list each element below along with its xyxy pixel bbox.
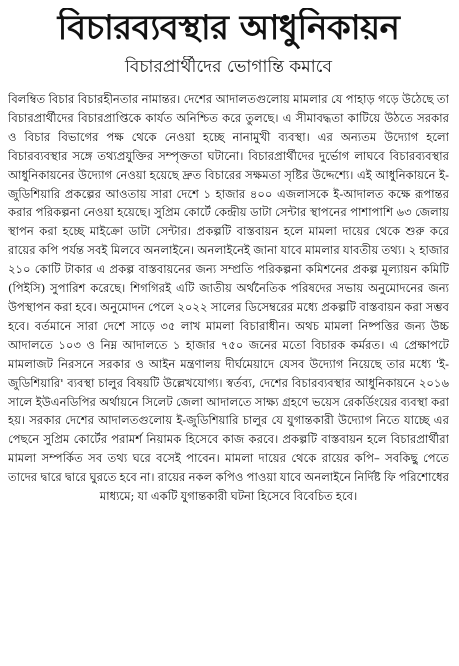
article-body: বিলম্বিত বিচার বিচারহীনতার নামান্তর। দেশের আদালতগুলোয় মামলার যে পাহাড় গড়ে উঠেছে তা বিচারপ্রার্থীদের বিচারপ্রাপ্তিকে কার্যত অনিশ্চিত করে তুলছে। এ সীমাবদ্ধতা কাটিয়ে উঠতে সরকার ও বিচার বিভাগের পক্ষ থেকে নেওয়া হচ্ছে নানামুখী ব্যবস্থা। এর অন্যতম উদ্যোগ হলো বিচারব্যবস্থার সঙ্গে তথ্যপ্রযুক্তির সম্পৃক্ততা ঘটানো। বিচারপ্রার্থীদের দুর্ভোগ লাঘবে বিচারব্যবস্থার আধুনিকায়নের উদ্যোগ নেওয়া হয়েছে দ্রুত বিচারের সক্ষমতা সৃষ্টির উদ্দেশ্যে। এই আধুনিকায়নে ই-জুডিশিয়ারি প্রকল্পের আওতায় সারা দেশে ১ হাজার ৪০০ এজলাসকে ই-আদালত কক্ষে রূপান্তর করার পরিকল্পনা নেওয়া হয়েছে। সুপ্রিম কোর্টে কেন্দ্রীয় ডাটা সেন্টার স্থাপনের পাশাপাশি ৬৩ জেলায় স্থাপন করা হচ্ছে মাইক্রো ডাটা সেন্টার। প্রকল্পটি বাস্তবায়ন হলে মামলা দায়ের থেকে শুরু করে রায়ের কপি পর্যন্ত সবই মিলবে অনলাইনে। অনলাইনেই জানা যাবে মামলার যাবতীয় তথ্য। ২ হাজার ২১০ কোটি টাকার এ প্রকল্প বাস্তবায়নের জন্য সম্প্রতি পরিকল্পনা কমিশনের প্রকল্প মূল্যায়ন কমিটি (পিইসি) সুপারিশ করেছে। শিগগিরই এটি জাতীয় অর্থনৈতিক পরিষদের সভায় অনুমোদনের জন্য উপস্থাপন করা হবে। অনুমোদন পেলে ২০২২ সালের ডিসেম্বরের মধ্যে প্রকল্পটি বাস্তবায়ন করা সম্ভব হবে। বর্তমানে সারা দেশে সাড়ে ৩৫ লাখ মামলা বিচারাধীন। অথচ মামলা নিষ্পত্তির জন্য উচ্চ আদালতে ১০৩ ও নিম্ন আদালতে ১ হাজার ৭৫০ জনের মতো বিচারক কর্মরত। এ প্রেক্ষাপটে মামলাজট নিরসনে সরকার ও আইন মন্ত্রণালয় দীর্ঘমেয়াদে যেসব উদ্যোগ নিয়েছে তার মধ্যে 'ই-জুডিশিয়ারি' ব্যবস্থা চালুর বিষয়টি উল্লেখযোগ্য। স্বর্তব্য, দেশের বিচারব্যবস্থার আধুনিকায়নে ২০১৬ সালে ইউএনডিপির অর্থায়নে সিলেট জেলা আদালতে সাক্ষ্য গ্রহণে ভয়েস রেকর্ডিংয়ের ব্যবস্থা করা হয়। সরকার দেশের আদালতগুলোয় ই-জুডিশিয়ারি চালুর যে যুগান্তকারী উদ্যোগ নিতে যাচ্ছে এর পেছনে সুপ্রিম কোর্টের পরামর্শ নিয়ামক হিসেবে কাজ করবে। প্রকল্পটি বাস্তবায়ন হলে বিচারপ্রার্থীরা মামলা সম্পর্কিত সব তথ্য ঘরে বসেই পাবেন। মামলা দায়ের থেকে রায়ের কপি– সবকিছু পেতে তাদের দ্বারে দ্বারে ঘুরতে হবে না। রায়ের নকল কপিও পাওয়া যাবে অনলাইনে নির্দিষ্ট ফি পরিশোধের মাধ্যমে; যা একটি যুগান্তকারী ঘটনা হিসেবে বিবেচিত হবে। — [8, 92, 449, 504]
article-headline: বিচারব্যবস্থার আধুনিকায়ন — [57, 8, 400, 48]
article-subheadline: বিচারপ্রার্থীদের ভোগান্তি কমাবে — [125, 57, 332, 77]
